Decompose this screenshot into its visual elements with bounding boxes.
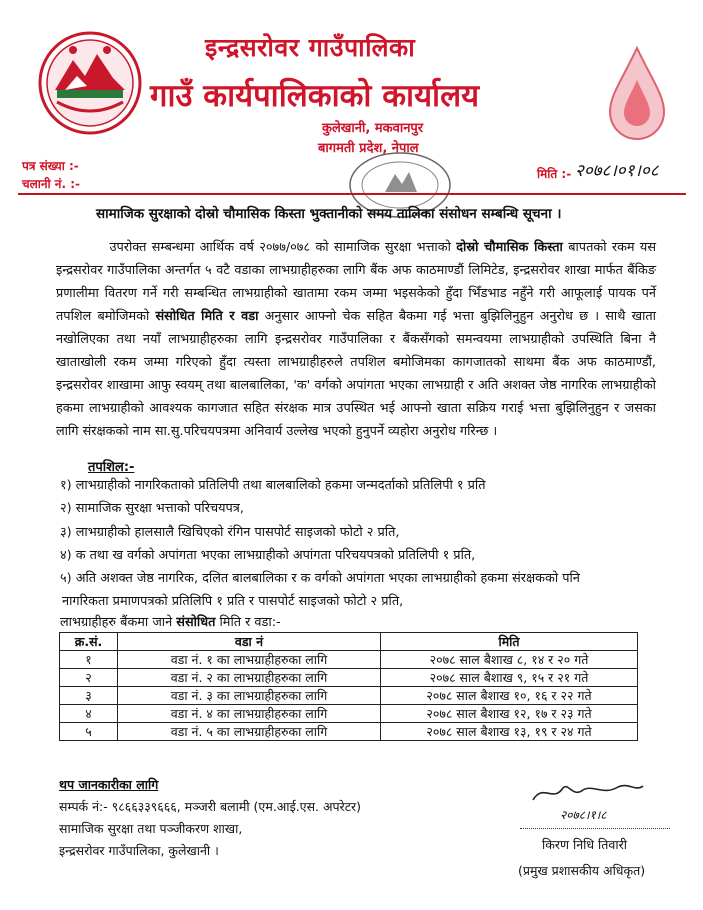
cell-sn: २ [60, 669, 118, 687]
date-label: मिति :- [537, 167, 572, 181]
address-line2: बागमती प्रदेश, नेपाल [318, 141, 419, 156]
cell-ward: वडा नं. १ का लाभग्राहीहरुका लागि [118, 651, 381, 669]
letter-no-label: पत्र संख्या :- [22, 159, 79, 173]
office-line: इन्द्रसरोवर गाउँपालिका, कुलेखानी । [59, 843, 219, 858]
contact-line: सम्पर्क नं:- ९८६६३३९६६६, मञ्जरी बलामी (एम.आई.एस. अपरेटर) [59, 799, 362, 814]
table-header-row [60, 633, 638, 651]
org-name: इन्द्रसरोवर गाउँपालिका [205, 33, 416, 62]
signer-name: किरण निधि तिवारी [542, 837, 627, 852]
requirements-list [60, 474, 660, 614]
table-row [60, 687, 638, 705]
table-row [60, 705, 638, 723]
list-item: १) लाभग्राहीको नागरिकताको प्रतिलिपी तथा बालबालिको हकमा जन्मदर्ताको प्रतिलिपी १ प्रति [60, 478, 486, 493]
cell-ward: वडा नं. ५ का लाभग्राहीहरुका लागि [118, 723, 381, 741]
list-item: नागरिकता प्रमाणपत्रको प्रतिलिपि १ प्रति र पासपोर्ट साइजको फोटो २ प्रति, [62, 594, 404, 610]
nepal-emblem-logo [35, 28, 145, 138]
signer-title: (प्रमुख प्रशासकीय अधिकृत) [518, 863, 646, 878]
cell-ward: वडा नं. ३ का लाभग्राहीहरुका लागि [118, 687, 381, 705]
signature-line [520, 828, 670, 829]
table-row [60, 723, 638, 741]
cell-date: २०७८ साल बैशाख १२, १७ र २३ गते [381, 705, 638, 723]
col-header-date: मिति [381, 633, 638, 651]
more-info-heading: थप जानकारीका लागि [59, 777, 159, 792]
list-item: ४) क तथा ख वर्गको अपांगता भएका लाभग्राहीको अपांगता परिचयपत्रको प्रतिलिपी १ प्रति, [60, 547, 476, 563]
cell-ward: वडा नं. २ का लाभग्राहीहरुका लागि [118, 669, 381, 687]
section-line: सामाजिक सुरक्षा तथा पञ्जीकरण शाखा, [59, 821, 243, 836]
table-row [60, 669, 638, 687]
cell-date: २०७८ साल बैशाख १३, १९ र २४ गते [381, 723, 638, 741]
list-item: ५) अति अशक्त जेष्ठ नागरिक, दलित बालबालिका र क वर्गको अपांगता भएका लाभग्राहीको हकमा संरक्षकको पनि [60, 571, 580, 587]
schedule-table [59, 632, 638, 741]
municipality-logo [592, 40, 682, 150]
cell-sn: ५ [60, 723, 118, 741]
list-item: ३) लाभग्राहीको हालसालै खिचिएको रंगिन पासपोर्ट साइजको फोटो २ प्रति, [60, 524, 400, 540]
signature [528, 778, 648, 808]
list-item: २) सामाजिक सुरक्षा भत्ताको परिचयपत्र, [60, 501, 244, 517]
office-name: गाउँ कार्यपालिकाको कार्यालय [150, 78, 480, 114]
signature-date: २०७८।१।८ [560, 808, 607, 822]
cell-date: २०७८ साल बैशाख १०, १६ र २२ गते [381, 687, 638, 705]
date-value: २०७८।०१।०८ [575, 161, 659, 181]
cell-date: २०७८ साल बैशाख ९, १५ र २१ गते [381, 669, 638, 687]
body-paragraph: उपरोक्त सम्बन्धमा आर्थिक वर्ष २०७७/०७८ को सामाजिक सुरक्षा भत्ताको दोस्रो चौमासिक किस्ता बापतको रकम यस इन्द्रसरोवर गाउँपालिका अन्तर्गत ५ वटै वडाका लाभग्राहीहरुका लागि बैंक अफ काठमाण्डौं लिमिटेड, इन्द्रसरोवर शाखा मार्फत बैंकिङ प्रणालीमा वितरण गर्ने गरी सम्बन्धित लाभग्राहीको खातामा रकम जम्मा भइसकेको हुँदा भिँडभाड नहुँने गरी आफूलाई पायक पर्ने तपशिल बमोजिमको संसोधित मिति र वडा अनुसार आफ्नो चेक सहित बैकमा गई भत्ता बुझिलिनुहुन अनुरोध छ । साथै खाता नखोलिएका तथा नयाँ लाभग्राहीहरुका लागि इन्द्रसरोवर गाउँपालिका र बैंकसँगको समन्वयमा लाभग्राहीको उपस्थिति बिना नै खाताखोली रकम जम्मा गरिएको हुँदा त्यस्ता लाभग्राहीहरुले तपशिल बमोजिमका कागजातको साथमा बैंक अफ काठमाण्डौं, इन्द्रसरोवर शाखामा आफु स्वयम् तथा बालबालिका, 'क' वर्गको अपांगता भएका लाभग्राही र अति अशक्त जेष्ठ नागरिक लाभग्राहीको हकमा लाभग्राहीको आवश्यक कागजात सहित संरक्षक मात्र उपस्थित भई आफ्नो खाता सक्रिय गराई भत्ता बुझिलिनुहुन र जसका लागि संरक्षकको नाम सा.सु.परिचयपत्रमा अनिवार्य उल्लेख भएको हुनुपर्ने व्यहोरा अनुरोध गरिन्छ । [56, 240, 656, 439]
header-divider [18, 193, 686, 195]
cell-sn: ३ [60, 687, 118, 705]
cell-ward: वडा नं. ४ का लाभग्राहीहरुका लागि [118, 705, 381, 723]
table-caption: लाभग्राहीहरु बैंकमा जाने संसोधित मिति र वडा:- [60, 615, 281, 630]
cell-sn: १ [60, 651, 118, 669]
col-header-ward: वडा नं [118, 633, 381, 651]
table-row [60, 651, 638, 669]
cell-date: २०७८ साल बैशाख ८, १४ र २० गते [381, 651, 638, 669]
col-header-sn: क्र.सं. [60, 633, 118, 651]
tapashil-heading: तपशिल:- [88, 460, 135, 475]
cell-sn: ४ [60, 705, 118, 723]
notice-subject: सामाजिक सुरक्षाको दोस्रो चौमासिक किस्ता भुक्तानीको समय तालिका संसोधन सम्बन्धि सूचना । [96, 206, 562, 222]
dispatch-no-label: चलानी नं. :- [22, 177, 80, 191]
address-line1: कुलेखानी, मकवानपुर [322, 121, 424, 136]
